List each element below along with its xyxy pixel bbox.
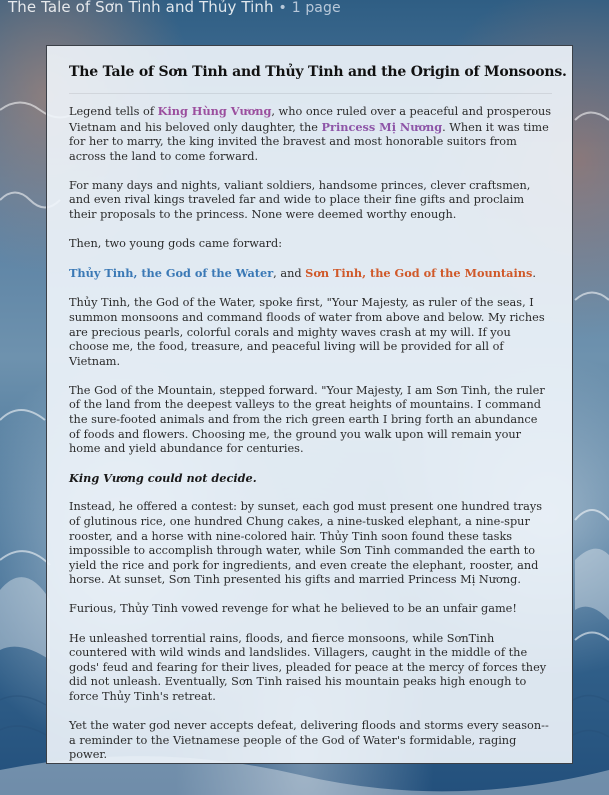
paragraph-suitors: For many days and nights, valiant soldiers, handsome princes, clever craftsmen, and even rival kings traveled far and wide to place their fine gifts and proclaim their proposals to the princess. None were deemed worthy enough. bbox=[69, 178, 531, 222]
paragraph-intro-text-a: Legend tells of bbox=[69, 105, 158, 118]
princess-name: Princess Mị Nương bbox=[321, 119, 443, 134]
paragraph-mountain-god-speech: The God of the Mountain, stepped forward. "Your Majesty, I am Sơn Tinh, the ruler of the land from the deepest valleys to the great heights of mountains. I command the sure-footed animals and from the rich green earth I bring forth an abundance of foods and flowers. Choosing me, the ground you walk upon will remain your home and yield abundance for centuries. bbox=[69, 383, 545, 456]
page-count: 1 page bbox=[291, 0, 341, 16]
document-header bbox=[8, 0, 341, 17]
paragraph-intro bbox=[69, 104, 552, 164]
paragraph-battle: He unleashed torrential rains, floods, and fierce monsoons, while SơnTinh countered with wild winds and landslides. Villagers, caught in the middle of the gods' feud and fearing for their lives, pleaded for peace at the mercy of forces they did not unleash. Eventually, Sơn Tinh raised his mountain peaks high enough to force Thủy Tinh's retreat. bbox=[69, 631, 547, 703]
paragraph-intro-text-b: , who once ruled over a peaceful and prosperous Vietnam and his beloved only daughter, the bbox=[69, 105, 552, 134]
mountain-god-name: Sơn Tinh, the God of the Mountains bbox=[305, 266, 533, 281]
header-separator: • bbox=[278, 0, 287, 16]
paragraph-king-undecided: King Vương could not decide. bbox=[69, 471, 257, 486]
title-divider bbox=[69, 93, 552, 94]
period-text: . bbox=[532, 267, 536, 281]
paragraph-revenge: Furious, Thủy Tinh vowed revenge for what he believed to be an unfair game! bbox=[69, 602, 517, 616]
king-name: King Hùng Vương bbox=[157, 104, 272, 118]
paragraph-intro-text-c: . When it was time for her to marry, the king invited the bravest and most honorable suitors from across the land to come forward. bbox=[69, 120, 549, 163]
paragraph-gods-named bbox=[69, 266, 552, 282]
document-header-title[interactable]: The Tale of Sơn Tinh and Thủy Tinh bbox=[8, 0, 274, 16]
paragraph-two-gods: Then, two young gods came forward: bbox=[69, 237, 283, 251]
and-text: , and bbox=[273, 267, 306, 281]
paragraph-conclusion: Yet the water god never accepts defeat, delivering floods and storms every season--a reminder to the Vietnamese people of the God of Water's formidable, raging power. bbox=[69, 719, 549, 762]
story-title: The Tale of Sơn Tinh and Thủy Tinh and the Origin of Monsoons. bbox=[69, 64, 567, 80]
paragraph-water-god-speech: Thủy Tinh, the God of the Water, spoke first, "Your Majesty, as ruler of the seas, I summon monsoons and command floods of water from above and below. My riches are precious pearls, colorful corals and mighty waves crash at my will. If you choose me, the food, treasure, and peaceful living will be provided for all of Vietnam. bbox=[69, 296, 545, 368]
story-card bbox=[46, 45, 573, 764]
paragraph-contest: Instead, he offered a contest: by sunset, each god must present one hundred trays of glutinous rice, one hundred Chung cakes, a nine-tusked elephant, a nine-spur rooster, and a horse with nine-colored hair. Thủy Tinh soon found these tasks impossible to accomplish through water, while Sơn Tinh commanded the earth to yield the rice and pork for ingredients, and even create the elephant, rooster, and horse. At sunset, Sơn Tinh presented his gifts and married Princess Mị Nương. bbox=[69, 500, 543, 587]
water-god-name: Thủy Tinh, the God of the Water bbox=[69, 266, 274, 281]
story-body bbox=[69, 104, 552, 763]
